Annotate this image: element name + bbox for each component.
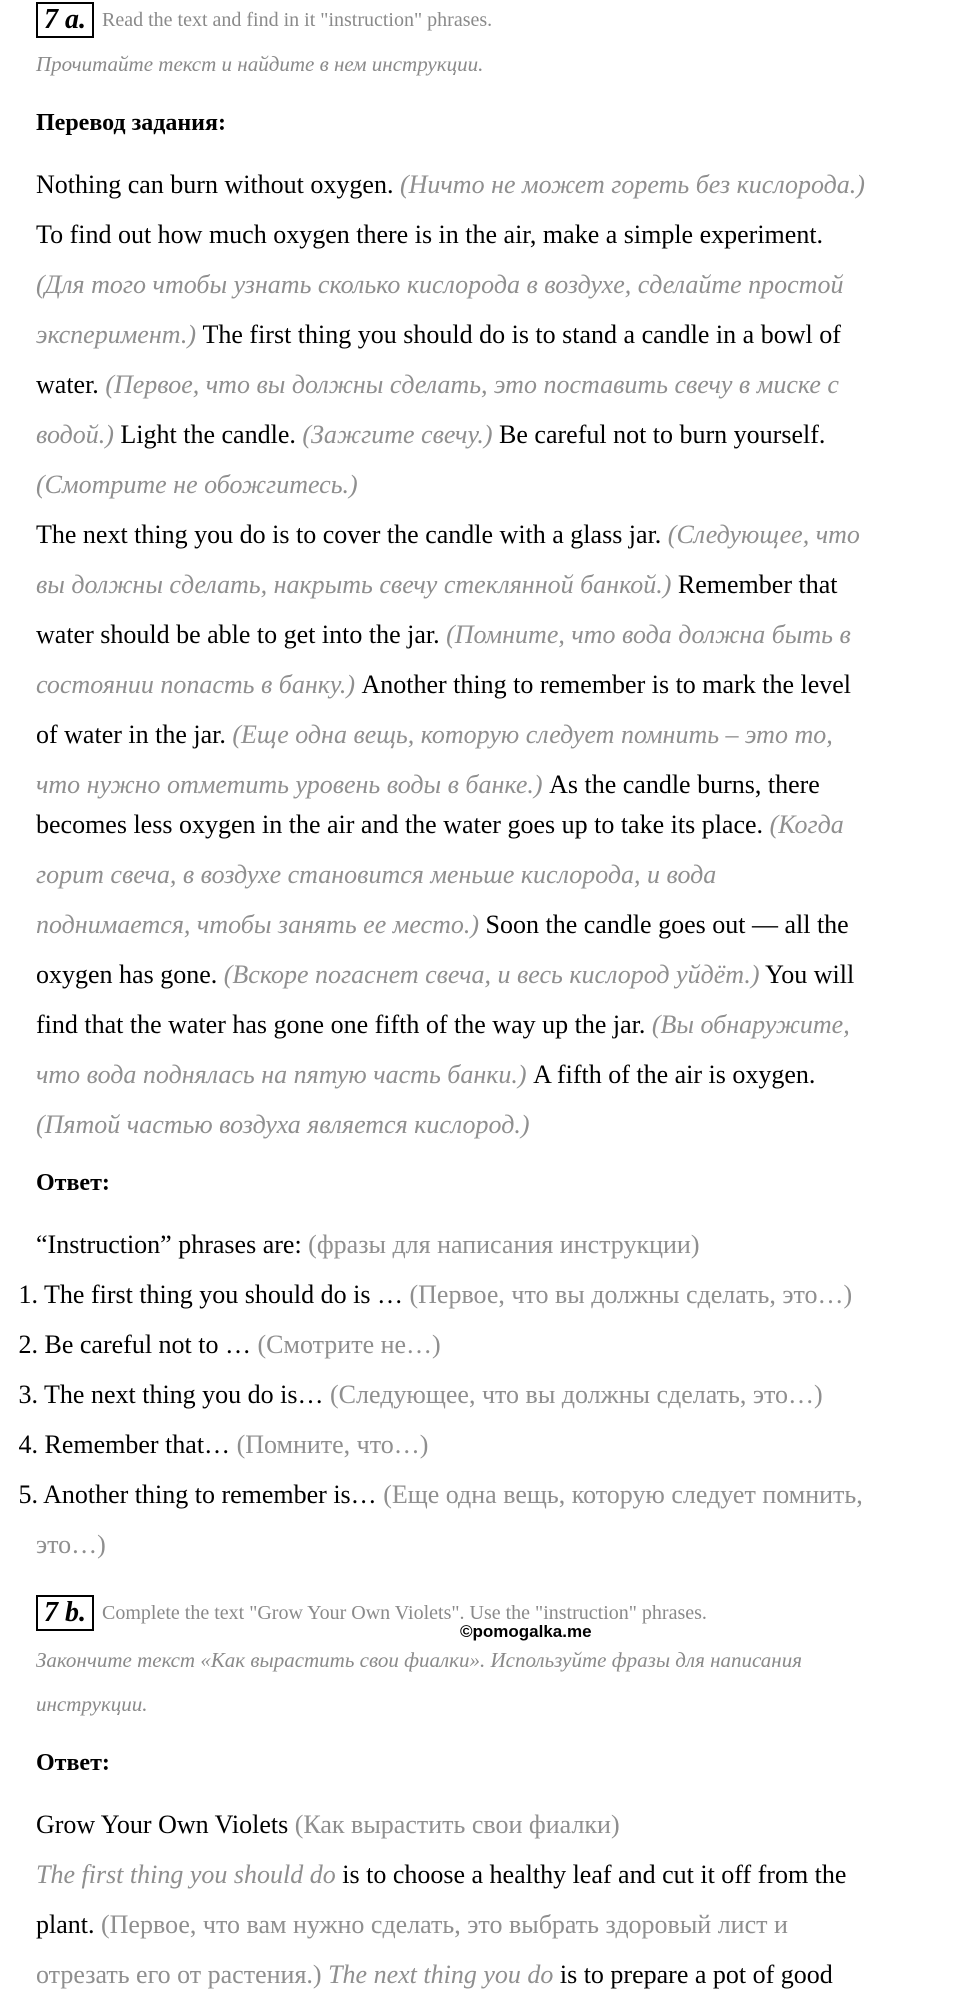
- answer-intro: “Instruction” phrases are: (фразы для написания инструкции): [36, 1230, 700, 1259]
- translation-heading: Перевод задания:: [36, 110, 226, 136]
- text-line: Nothing can burn without oxygen. (Ничто не может гореть без кислорода.): [36, 170, 865, 199]
- task-7b-instruction-ru-cont: инструкции.: [36, 1692, 148, 1716]
- text-line: водой.) Light the candle. (Зажгите свечу.) Be careful not to burn yourself.: [36, 420, 826, 449]
- task-7b-number: 7 b.: [36, 1595, 94, 1631]
- text-line: water. (Первое, что вы должны сделать, это поставить свечу в миске с: [36, 370, 839, 399]
- list-item: 5. Another thing to remember is… (Еще одна вещь, которую следует помнить,: [18, 1480, 863, 1509]
- text-line: поднимается, чтобы занять ее место.) Soon the candle goes out — all the: [36, 910, 849, 939]
- text-line: состоянии попасть в банку.) Another thing to remember is to mark the level: [36, 670, 852, 699]
- text-line: The next thing you do is to cover the candle with a glass jar. (Следующее, что: [36, 520, 860, 549]
- text-line: (Смотрите не обожгитесь.): [36, 470, 358, 499]
- list-item: 2. Be careful not to … (Смотрите не…): [18, 1330, 441, 1359]
- list-item-continuation: это…): [36, 1530, 106, 1559]
- text-line: что нужно отметить уровень воды в банке.) As the candle burns, there: [36, 770, 820, 799]
- text-line: find that the water has gone one fifth of the way up the jar. (Вы обнаружите,: [36, 1010, 850, 1039]
- task-7b-instruction-en: Complete the text "Grow Your Own Violets". Use the "instruction" phrases.: [102, 1601, 707, 1624]
- text-line: эксперимент.) The first thing you should do is to stand a candle in a bowl of: [36, 320, 841, 349]
- text-line: of water in the jar. (Еще одна вещь, которую следует помнить – это то,: [36, 720, 833, 749]
- answer-heading-7b: Ответ:: [36, 1750, 110, 1776]
- text-line: что вода поднялась на пятую часть банки.) A fifth of the air is oxygen.: [36, 1060, 816, 1089]
- task-7b-header: [36, 1595, 707, 1631]
- list-item: 1. The first thing you should do is … (Первое, что вы должны сделать, это…): [18, 1280, 853, 1309]
- text-line: вы должны сделать, накрыть свечу стеклянной банкой.) Remember that: [36, 570, 838, 599]
- text-line: oxygen has gone. (Вскоре погаснет свеча, и весь кислород уйдёт.) You will: [36, 960, 855, 989]
- list-item: 4. Remember that… (Помните, что…): [18, 1430, 429, 1459]
- task-7a-header: [36, 2, 492, 38]
- task-7a-instruction-en: Read the text and find in it "instruction" phrases.: [102, 8, 493, 31]
- task-7a-number: 7 a.: [36, 2, 94, 38]
- text-line: отрезать его от растения.) The next thing you do is to prepare a pot of good: [36, 1960, 833, 1989]
- text-line: To find out how much oxygen there is in the air, make a simple experiment.: [36, 220, 824, 249]
- task-7b-instruction-ru: Закончите текст «Как вырастить свои фиалки». Используйте фразы для написания: [36, 1648, 802, 1672]
- list-item: 3. The next thing you do is… (Следующее, что вы должны сделать, это…): [18, 1380, 823, 1409]
- text-line: The first thing you should do is to choose a healthy leaf and cut it off from the: [36, 1860, 847, 1889]
- text-line: (Пятой частью воздуха является кислород.): [36, 1110, 530, 1139]
- answer-heading: Ответ:: [36, 1170, 110, 1196]
- text-line: (Для того чтобы узнать сколько кислорода в воздухе, сделайте простой: [36, 270, 844, 299]
- watermark: ©pomogalka.me: [460, 1622, 592, 1641]
- task-7a-instruction-ru: Прочитайте текст и найдите в нем инструкции.: [36, 52, 484, 76]
- violets-title: Grow Your Own Violets (Как вырастить свои фиалки): [36, 1810, 620, 1839]
- text-line: water should be able to get into the jar. (Помните, что вода должна быть в: [36, 620, 851, 649]
- text-line: горит свеча, в воздухе становится меньше кислорода, и вода: [36, 860, 717, 889]
- text-line: plant. (Первое, что вам нужно сделать, это выбрать здоровый лист и: [36, 1910, 788, 1939]
- text-line: becomes less oxygen in the air and the water goes up to take its place. (Когда: [36, 810, 844, 839]
